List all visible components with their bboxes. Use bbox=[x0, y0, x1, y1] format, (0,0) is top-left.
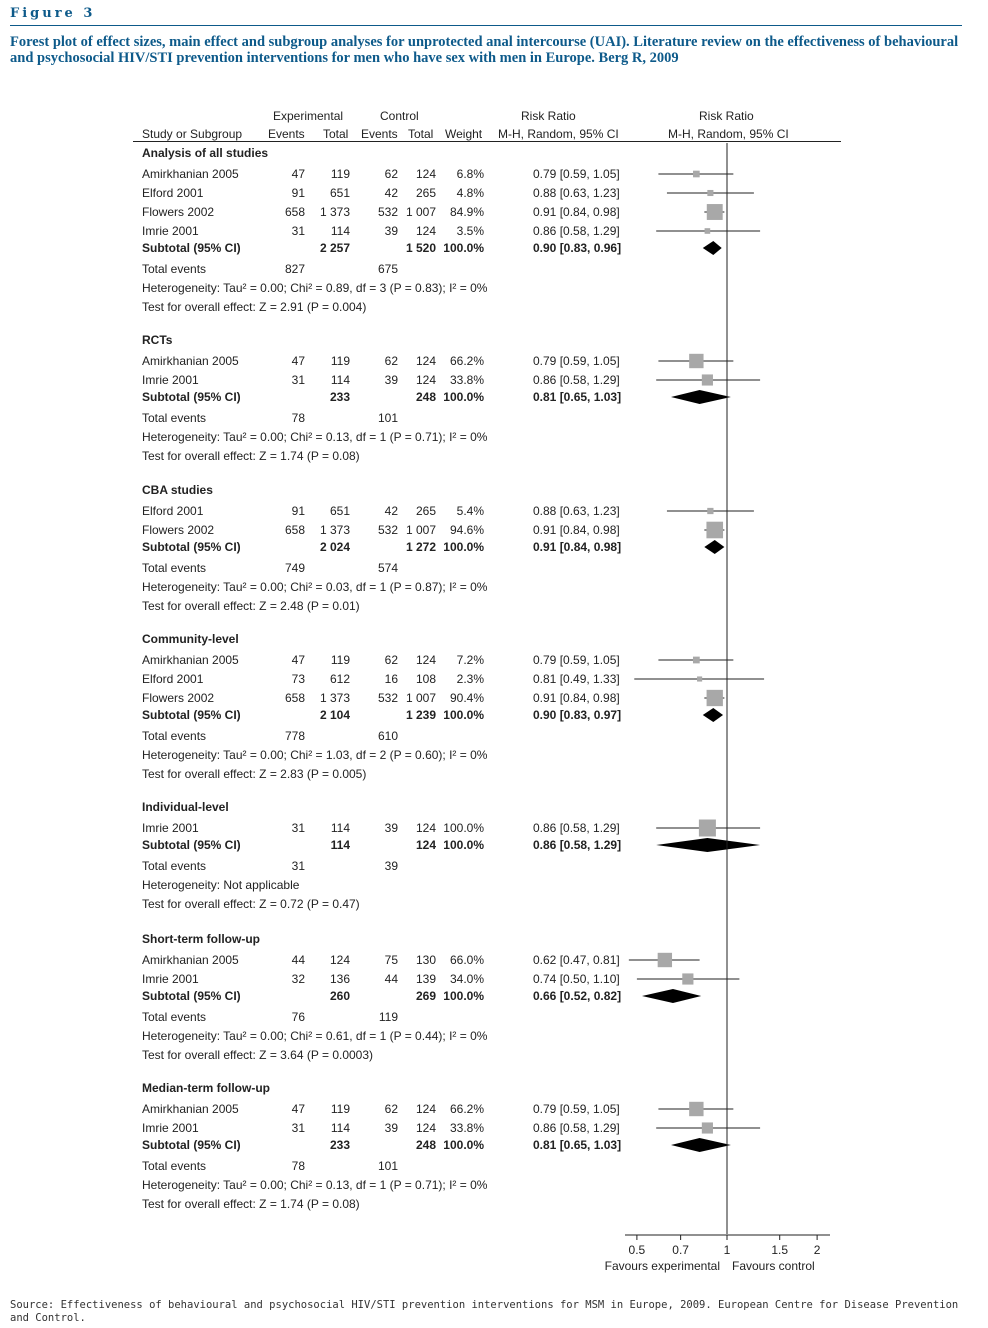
study-name: Amirkhanian 2005 bbox=[142, 953, 239, 967]
overall-effect-text: Test for overall effect: Z = 0.72 (P = 0.47) bbox=[142, 897, 360, 911]
study-ci: 0.91 [0.84, 0.98] bbox=[533, 523, 620, 537]
study-events-experimental: 44 bbox=[291, 953, 305, 967]
study-total-control: 124 bbox=[415, 653, 436, 667]
subtotal-ci: 0.66 [0.52, 0.82] bbox=[533, 989, 622, 1003]
total-events-control: 610 bbox=[377, 729, 398, 743]
total-events-label: Total events bbox=[142, 262, 207, 276]
figure-label: Figure 3 bbox=[10, 6, 96, 21]
subtotal-total-experimental: 233 bbox=[329, 390, 350, 404]
study-ci: 0.79 [0.59, 1.05] bbox=[533, 1102, 620, 1116]
study-total-control: 265 bbox=[415, 504, 436, 518]
total-events-control: 101 bbox=[377, 411, 398, 425]
overall-effect-text: Test for overall effect: Z = 1.74 (P = 0.08) bbox=[142, 1197, 360, 1211]
study-total-experimental: 114 bbox=[330, 1121, 350, 1135]
total-events-experimental: 31 bbox=[291, 859, 305, 873]
header-events-e: Events bbox=[268, 127, 305, 141]
study-total-experimental: 114 bbox=[330, 821, 350, 835]
subtotal-weight: 100.0% bbox=[443, 241, 484, 255]
x-tick-label: 0.7 bbox=[672, 1243, 689, 1257]
study-events-control: 16 bbox=[384, 672, 398, 686]
subtotal-weight: 100.0% bbox=[443, 989, 484, 1003]
subgroup-title: Short-term follow-up bbox=[142, 932, 260, 946]
overall-effect-text: Test for overall effect: Z = 1.74 (P = 0.08) bbox=[142, 449, 360, 463]
study-weight: 4.8% bbox=[456, 186, 484, 200]
study-weight: 2.3% bbox=[456, 672, 484, 686]
study-ci: 0.86 [0.58, 1.29] bbox=[533, 1121, 620, 1135]
study-events-control: 42 bbox=[384, 186, 398, 200]
header-method: M-H, Random, 95% CI bbox=[498, 127, 619, 141]
study-name: Flowers 2002 bbox=[142, 691, 215, 705]
study-events-control: 75 bbox=[384, 953, 398, 967]
study-point-square bbox=[689, 1102, 703, 1116]
study-point-square bbox=[705, 228, 711, 234]
study-name: Elford 2001 bbox=[142, 186, 204, 200]
heterogeneity-text: Heterogeneity: Tau² = 0.00; Chi² = 1.03, df = 2 (P = 0.60); I² = 0% bbox=[142, 748, 488, 762]
study-ci: 0.86 [0.58, 1.29] bbox=[533, 373, 620, 387]
study-point-square bbox=[706, 522, 723, 539]
study-total-control: 130 bbox=[415, 953, 436, 967]
study-ci: 0.86 [0.58, 1.29] bbox=[533, 224, 620, 238]
subtotal-label: Subtotal (95% CI) bbox=[142, 241, 241, 255]
subtotal-total-control: 269 bbox=[415, 989, 436, 1003]
study-events-experimental: 47 bbox=[291, 354, 305, 368]
study-ci: 0.79 [0.59, 1.05] bbox=[533, 354, 620, 368]
study-events-experimental: 47 bbox=[291, 1102, 305, 1116]
study-point-square bbox=[702, 1122, 713, 1133]
study-total-control: 124 bbox=[415, 354, 436, 368]
total-events-control: 675 bbox=[377, 262, 398, 276]
study-total-experimental: 119 bbox=[330, 1102, 350, 1116]
subtotal-ci: 0.81 [0.65, 1.03] bbox=[533, 390, 622, 404]
study-name: Imrie 2001 bbox=[142, 1121, 199, 1135]
study-point-square bbox=[707, 190, 713, 196]
study-total-control: 265 bbox=[415, 186, 436, 200]
study-events-experimental: 31 bbox=[291, 224, 305, 238]
subtotal-total-control: 1 239 bbox=[405, 708, 436, 722]
study-ci: 0.91 [0.84, 0.98] bbox=[533, 691, 620, 705]
subtotal-weight: 100.0% bbox=[443, 390, 484, 404]
overall-effect-text: Test for overall effect: Z = 2.48 (P = 0.01) bbox=[142, 599, 360, 613]
study-weight: 100.0% bbox=[443, 821, 484, 835]
study-ci: 0.88 [0.63, 1.23] bbox=[533, 186, 620, 200]
study-point-square bbox=[689, 354, 703, 368]
subtotal-weight: 100.0% bbox=[443, 1138, 484, 1152]
study-weight: 66.0% bbox=[449, 953, 484, 967]
subtotal-diamond bbox=[671, 390, 731, 404]
total-events-experimental: 827 bbox=[284, 262, 305, 276]
study-name: Elford 2001 bbox=[142, 504, 204, 518]
subgroup-title: Community-level bbox=[142, 632, 239, 646]
subtotal-diamond bbox=[703, 708, 723, 722]
study-ci: 0.79 [0.59, 1.05] bbox=[533, 653, 620, 667]
subtotal-total-control: 124 bbox=[415, 838, 436, 852]
study-total-experimental: 119 bbox=[330, 354, 350, 368]
subtotal-total-control: 1 520 bbox=[405, 241, 436, 255]
subgroup-title: Median-term follow-up bbox=[142, 1081, 270, 1095]
study-total-experimental: 136 bbox=[329, 972, 350, 986]
header-total-e: Total bbox=[323, 127, 349, 141]
study-total-control: 108 bbox=[415, 672, 436, 686]
study-point-square bbox=[682, 973, 693, 984]
favours-experimental-label: Favours experimental bbox=[604, 1259, 720, 1273]
heterogeneity-text: Heterogeneity: Tau² = 0.00; Chi² = 0.89, df = 3 (P = 0.83); I² = 0% bbox=[142, 281, 488, 295]
study-total-experimental: 114 bbox=[330, 224, 350, 238]
total-events-label: Total events bbox=[142, 1159, 207, 1173]
study-total-experimental: 1 373 bbox=[319, 523, 350, 537]
study-events-control: 39 bbox=[384, 373, 398, 387]
subtotal-diamond bbox=[656, 838, 760, 852]
study-total-experimental: 119 bbox=[330, 167, 350, 181]
study-total-control: 124 bbox=[415, 224, 436, 238]
study-total-experimental: 1 373 bbox=[319, 691, 350, 705]
subtotal-ci: 0.86 [0.58, 1.29] bbox=[533, 838, 622, 852]
subtotal-total-experimental: 2 024 bbox=[319, 540, 350, 554]
study-name: Amirkhanian 2005 bbox=[142, 354, 239, 368]
overall-effect-text: Test for overall effect: Z = 3.64 (P = 0.0003) bbox=[142, 1048, 374, 1062]
study-total-experimental: 114 bbox=[330, 373, 350, 387]
study-events-experimental: 91 bbox=[291, 186, 305, 200]
figure-caption: Forest plot of effect sizes, main effect and subgroup analyses for unprotected anal intercourse (UAI). Literature review on the effectiveness of behavioural and psychosocial HIV/STI prevention interventions for men who have sex with men in Europe. Berg R, 2009 bbox=[10, 34, 959, 66]
study-total-experimental: 651 bbox=[329, 186, 350, 200]
study-weight: 3.5% bbox=[456, 224, 484, 238]
total-events-experimental: 749 bbox=[284, 561, 305, 575]
header-total-c: Total bbox=[408, 127, 434, 141]
header-control: Control bbox=[380, 109, 419, 123]
subgroup-title: CBA studies bbox=[142, 483, 213, 497]
study-point-square bbox=[693, 657, 700, 664]
study-events-experimental: 47 bbox=[291, 167, 305, 181]
total-events-experimental: 78 bbox=[291, 411, 305, 425]
study-point-square bbox=[658, 953, 672, 967]
subtotal-diamond bbox=[671, 1138, 731, 1152]
total-events-label: Total events bbox=[142, 729, 207, 743]
total-events-label: Total events bbox=[142, 1010, 207, 1024]
subtotal-total-experimental: 2 104 bbox=[319, 708, 350, 722]
study-events-experimental: 658 bbox=[284, 691, 305, 705]
header-weight: Weight bbox=[445, 127, 483, 141]
study-events-control: 44 bbox=[384, 972, 398, 986]
study-events-control: 532 bbox=[377, 205, 398, 219]
study-events-control: 532 bbox=[377, 691, 398, 705]
subgroup-title: RCTs bbox=[142, 333, 173, 347]
heterogeneity-text: Heterogeneity: Tau² = 0.00; Chi² = 0.13, df = 1 (P = 0.71); I² = 0% bbox=[142, 1178, 488, 1192]
study-name: Imrie 2001 bbox=[142, 821, 199, 835]
total-events-control: 574 bbox=[377, 561, 398, 575]
study-total-control: 124 bbox=[415, 1121, 436, 1135]
subtotal-label: Subtotal (95% CI) bbox=[142, 838, 241, 852]
study-total-experimental: 124 bbox=[329, 953, 350, 967]
study-name: Flowers 2002 bbox=[142, 523, 215, 537]
subtotal-label: Subtotal (95% CI) bbox=[142, 708, 241, 722]
x-tick-label: 2 bbox=[813, 1243, 821, 1257]
study-weight: 94.6% bbox=[449, 523, 484, 537]
subtotal-ci: 0.81 [0.65, 1.03] bbox=[533, 1138, 622, 1152]
subtotal-diamond bbox=[703, 241, 722, 255]
study-point-square bbox=[697, 676, 702, 681]
x-tick-label: 0.5 bbox=[628, 1243, 646, 1257]
subtotal-weight: 100.0% bbox=[443, 708, 484, 722]
subtotal-total-experimental: 2 257 bbox=[319, 241, 350, 255]
study-total-experimental: 1 373 bbox=[319, 205, 350, 219]
header-risk-ratio: Risk Ratio bbox=[521, 109, 576, 123]
heterogeneity-text: Heterogeneity: Tau² = 0.00; Chi² = 0.13, df = 1 (P = 0.71); I² = 0% bbox=[142, 430, 488, 444]
study-events-experimental: 658 bbox=[284, 523, 305, 537]
total-events-experimental: 778 bbox=[284, 729, 305, 743]
subtotal-label: Subtotal (95% CI) bbox=[142, 1138, 241, 1152]
study-events-control: 39 bbox=[384, 821, 398, 835]
study-weight: 66.2% bbox=[449, 1102, 484, 1116]
subgroup-title: Analysis of all studies bbox=[142, 146, 269, 160]
study-weight: 5.4% bbox=[456, 504, 484, 518]
study-total-control: 124 bbox=[415, 167, 436, 181]
subtotal-weight: 100.0% bbox=[443, 540, 484, 554]
study-total-experimental: 651 bbox=[329, 504, 350, 518]
study-weight: 90.4% bbox=[449, 691, 484, 705]
study-ci: 0.81 [0.49, 1.33] bbox=[533, 672, 620, 686]
total-events-control: 39 bbox=[384, 859, 398, 873]
study-name: Imrie 2001 bbox=[142, 224, 199, 238]
header-study: Study or Subgroup bbox=[142, 127, 243, 141]
study-events-experimental: 31 bbox=[291, 373, 305, 387]
study-events-experimental: 91 bbox=[291, 504, 305, 518]
study-events-control: 39 bbox=[384, 224, 398, 238]
subtotal-total-experimental: 260 bbox=[329, 989, 350, 1003]
heterogeneity-text: Heterogeneity: Tau² = 0.00; Chi² = 0.61, df = 1 (P = 0.44); I² = 0% bbox=[142, 1029, 488, 1043]
study-ci: 0.91 [0.84, 0.98] bbox=[533, 205, 620, 219]
study-events-experimental: 73 bbox=[291, 672, 305, 686]
x-tick-label: 1 bbox=[723, 1243, 731, 1257]
study-point-square bbox=[707, 204, 723, 220]
header-risk-ratio-plot: Risk Ratio bbox=[699, 109, 754, 123]
header-experimental: Experimental bbox=[273, 109, 344, 123]
study-events-experimental: 32 bbox=[291, 972, 305, 986]
study-weight: 6.8% bbox=[456, 167, 484, 181]
source-note: Source: Effectiveness of behavioural and psychosocial HIV/STI prevention interventions for MSM in Europe, 2009. European Centre for Disease Prevention and Control. bbox=[10, 1299, 959, 1324]
study-ci: 0.86 [0.58, 1.29] bbox=[533, 821, 620, 835]
study-ci: 0.88 [0.63, 1.23] bbox=[533, 504, 620, 518]
study-weight: 84.9% bbox=[449, 205, 484, 219]
heterogeneity-text: Heterogeneity: Not applicable bbox=[142, 878, 300, 892]
x-tick-label: 1.5 bbox=[771, 1243, 789, 1257]
study-total-control: 1 007 bbox=[405, 205, 436, 219]
study-events-control: 532 bbox=[377, 523, 398, 537]
subtotal-ci: 0.91 [0.84, 0.98] bbox=[533, 540, 622, 554]
study-total-control: 139 bbox=[415, 972, 436, 986]
subtotal-total-control: 1 272 bbox=[405, 540, 436, 554]
study-total-experimental: 612 bbox=[329, 672, 350, 686]
subtotal-label: Subtotal (95% CI) bbox=[142, 540, 241, 554]
study-total-control: 1 007 bbox=[405, 523, 436, 537]
header-events-c: Events bbox=[361, 127, 398, 141]
subtotal-total-control: 248 bbox=[415, 390, 436, 404]
study-events-control: 62 bbox=[384, 653, 398, 667]
study-events-control: 62 bbox=[384, 1102, 398, 1116]
study-events-experimental: 31 bbox=[291, 821, 305, 835]
study-ci: 0.79 [0.59, 1.05] bbox=[533, 167, 620, 181]
subtotal-diamond bbox=[704, 540, 724, 554]
study-point-square bbox=[702, 374, 713, 385]
subgroup-title: Individual-level bbox=[142, 800, 229, 814]
subtotal-total-experimental: 233 bbox=[329, 1138, 350, 1152]
study-ci: 0.62 [0.47, 0.81] bbox=[533, 953, 620, 967]
study-point-square bbox=[707, 690, 723, 706]
study-total-control: 124 bbox=[415, 1102, 436, 1116]
study-name: Amirkhanian 2005 bbox=[142, 167, 239, 181]
study-weight: 33.8% bbox=[449, 1121, 484, 1135]
study-total-control: 124 bbox=[415, 821, 436, 835]
study-weight: 34.0% bbox=[449, 972, 484, 986]
study-events-experimental: 31 bbox=[291, 1121, 305, 1135]
overall-effect-text: Test for overall effect: Z = 2.83 (P = 0.005) bbox=[142, 767, 367, 781]
study-point-square bbox=[707, 508, 713, 514]
study-point-square bbox=[693, 171, 700, 178]
heterogeneity-text: Heterogeneity: Tau² = 0.00; Chi² = 0.03, df = 1 (P = 0.87); I² = 0% bbox=[142, 580, 488, 594]
study-name: Imrie 2001 bbox=[142, 972, 199, 986]
subtotal-weight: 100.0% bbox=[443, 838, 484, 852]
total-events-experimental: 78 bbox=[291, 1159, 305, 1173]
study-events-experimental: 658 bbox=[284, 205, 305, 219]
header-method-plot: M-H, Random, 95% CI bbox=[668, 127, 789, 141]
study-events-experimental: 47 bbox=[291, 653, 305, 667]
study-name: Amirkhanian 2005 bbox=[142, 1102, 239, 1116]
subtotal-diamond bbox=[642, 989, 701, 1003]
study-name: Imrie 2001 bbox=[142, 373, 199, 387]
study-total-experimental: 119 bbox=[330, 653, 350, 667]
subtotal-label: Subtotal (95% CI) bbox=[142, 989, 241, 1003]
study-name: Amirkhanian 2005 bbox=[142, 653, 239, 667]
total-events-label: Total events bbox=[142, 561, 207, 575]
subtotal-total-control: 248 bbox=[415, 1138, 436, 1152]
subtotal-label: Subtotal (95% CI) bbox=[142, 390, 241, 404]
total-events-control: 101 bbox=[377, 1159, 398, 1173]
study-weight: 7.2% bbox=[456, 653, 484, 667]
study-events-control: 39 bbox=[384, 1121, 398, 1135]
total-events-control: 119 bbox=[378, 1010, 398, 1024]
study-weight: 66.2% bbox=[449, 354, 484, 368]
overall-effect-text: Test for overall effect: Z = 2.91 (P = 0.004) bbox=[142, 300, 367, 314]
study-total-control: 1 007 bbox=[405, 691, 436, 705]
total-events-experimental: 76 bbox=[291, 1010, 305, 1024]
subtotal-ci: 0.90 [0.83, 0.96] bbox=[533, 241, 622, 255]
study-weight: 33.8% bbox=[449, 373, 484, 387]
study-events-control: 62 bbox=[384, 167, 398, 181]
study-events-control: 42 bbox=[384, 504, 398, 518]
study-total-control: 124 bbox=[415, 373, 436, 387]
subtotal-ci: 0.90 [0.83, 0.97] bbox=[533, 708, 622, 722]
study-ci: 0.74 [0.50, 1.10] bbox=[533, 972, 620, 986]
total-events-label: Total events bbox=[142, 411, 207, 425]
study-name: Flowers 2002 bbox=[142, 205, 215, 219]
favours-control-label: Favours control bbox=[732, 1259, 815, 1273]
study-events-control: 62 bbox=[384, 354, 398, 368]
study-name: Elford 2001 bbox=[142, 672, 204, 686]
subtotal-total-experimental: 114 bbox=[330, 838, 350, 852]
total-events-label: Total events bbox=[142, 859, 207, 873]
study-point-square bbox=[699, 820, 716, 837]
